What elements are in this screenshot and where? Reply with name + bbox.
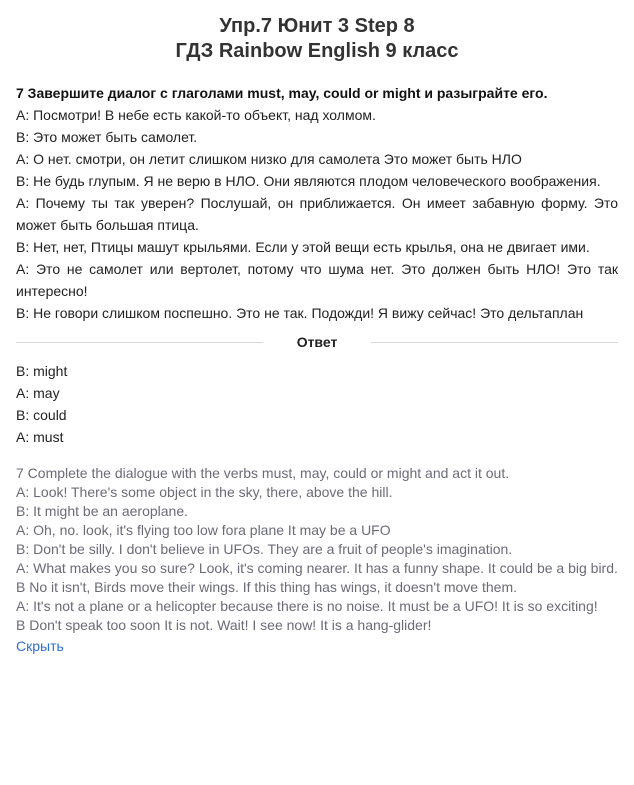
translation-line: A: Look! There's some object in the sky, there, above the hill. bbox=[16, 484, 393, 500]
translation-line: A: What makes you so sure? Look, it's coming nearer. It has a funny shape. It could be a big bird. bbox=[16, 560, 618, 576]
answer-list bbox=[16, 360, 618, 448]
task-line: В: Не говори слишком поспешно. Это не так. Подожди! Я вижу сейчас! Это дельтаплан bbox=[16, 305, 584, 321]
task-line: А: Почему ты так уверен? Послушай, он приближается. Он имеет забавную форму. Это может быть большая птица. bbox=[16, 195, 618, 233]
answer-heading: Ответ bbox=[296, 334, 338, 350]
task-line: В: Не будь глупым. Я не верю в НЛО. Они являются плодом человеческого воображения. bbox=[16, 173, 601, 189]
task-line: А: О нет. смотри, он летит слишком низко для самолета Это может быть НЛО bbox=[16, 151, 522, 167]
title-line-1: Упр.7 Юнит 3 Step 8 bbox=[219, 15, 415, 37]
answer-item: A: may bbox=[16, 385, 60, 401]
translation-line: B: Don't be silly. I don't believe in UFOs. They are a fruit of people's imagination. bbox=[16, 541, 513, 557]
task-line: В: Нет, нет, Птицы машут крыльями. Если у этой вещи есть крылья, она не двигает ими. bbox=[16, 239, 590, 255]
divider-line-left bbox=[16, 342, 263, 343]
answer-divider bbox=[16, 332, 618, 352]
translation-line: A: Oh, no. look, it's flying too low fora plane It may be a UFO bbox=[16, 522, 391, 538]
translation-line: A: It's not a plane or a helicopter because there is no noise. It must be a UFO! It is so exciting! bbox=[16, 598, 598, 614]
page-title bbox=[16, 14, 618, 64]
divider-line-right bbox=[371, 342, 618, 343]
translation-line: B Don't speak too soon It is not. Wait! I see now! It is a hang-glider! bbox=[16, 617, 432, 633]
translation-line: B: It might be an aeroplane. bbox=[16, 503, 188, 519]
translation-block bbox=[16, 464, 618, 656]
task-block bbox=[16, 82, 618, 324]
translation-line: B No it isn't, Birds move their wings. If this thing has wings, it doesn't move them. bbox=[16, 579, 517, 595]
answer-item: B: might bbox=[16, 363, 68, 379]
task-line: А: Посмотри! В небе есть какой-то объект, над холмом. bbox=[16, 107, 376, 123]
answer-item: A: must bbox=[16, 429, 64, 445]
task-line: А: Это не самолет или вертолет, потому что шума нет. Это должен быть НЛО! Это так интересно! bbox=[16, 261, 618, 299]
translation-line: 7 Complete the dialogue with the verbs must, may, could or might and act it out. bbox=[16, 465, 510, 481]
hide-link[interactable]: Скрыть bbox=[16, 638, 64, 654]
answer-item: B: could bbox=[16, 407, 67, 423]
task-heading: 7 Завершите диалог с глаголами must, may, could or might и разыграйте его. bbox=[16, 85, 548, 101]
task-line: В: Это может быть самолет. bbox=[16, 129, 198, 145]
title-line-2: ГДЗ Rainbow English 9 класс bbox=[175, 40, 459, 62]
